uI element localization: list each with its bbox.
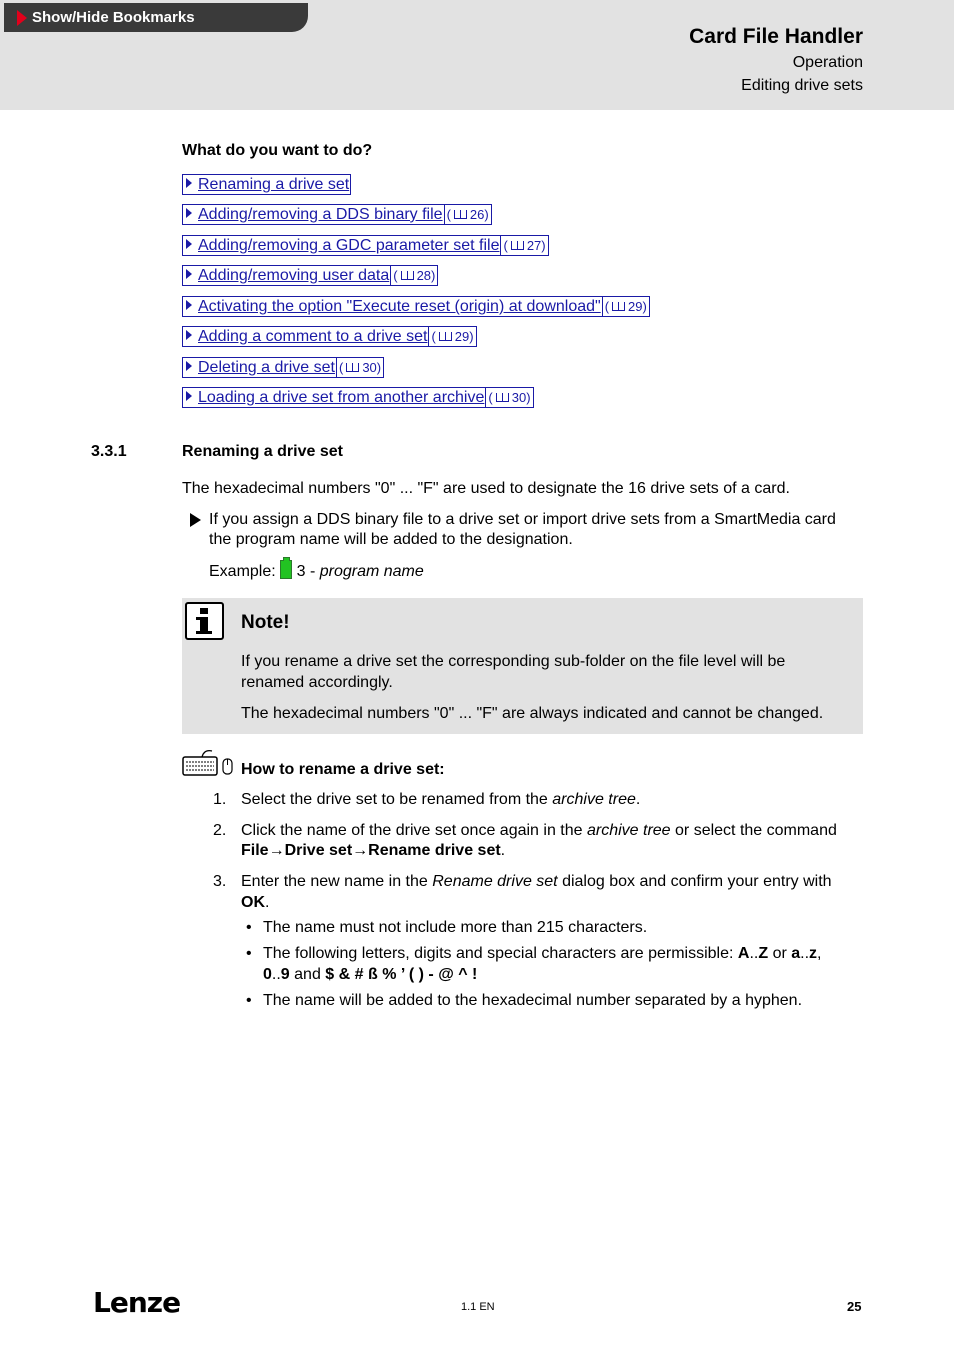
link-arrow-icon bbox=[186, 361, 192, 371]
subchapter-title: Editing drive sets bbox=[741, 77, 863, 94]
step-number: 1. bbox=[213, 791, 227, 808]
arrow-icon: → bbox=[268, 842, 285, 859]
link-arrow-icon bbox=[186, 208, 192, 218]
book-icon bbox=[439, 332, 452, 341]
howto-heading: How to rename a drive set: bbox=[241, 761, 445, 778]
document-version: 1.1 EN bbox=[461, 1301, 495, 1313]
bullet-dot: • bbox=[246, 992, 252, 1009]
step-text: Click the name of the drive set once again in the archive tree or select the command bbox=[241, 822, 837, 839]
step-text: Enter the new name in the Rename drive set dialog box and confirm your entry with bbox=[241, 873, 832, 890]
play-arrow-icon bbox=[190, 513, 201, 527]
menu-path: File→Drive set→Rename drive set. bbox=[241, 842, 506, 859]
page-reference[interactable]: ( 29) bbox=[428, 326, 476, 347]
arrow-item-line: If you assign a DDS binary file to a drive set or import drive sets from a SmartMedia card bbox=[209, 511, 836, 528]
step-number: 3. bbox=[213, 873, 227, 890]
red-arrow-icon bbox=[17, 10, 27, 26]
page-reference[interactable]: ( 26) bbox=[444, 204, 492, 225]
book-icon bbox=[401, 271, 414, 280]
page-number: 25 bbox=[847, 1299, 862, 1314]
page-reference[interactable]: ( 28) bbox=[390, 265, 438, 286]
link-arrow-icon bbox=[186, 239, 192, 249]
link-arrow-icon bbox=[186, 178, 192, 188]
bullet-dot: • bbox=[246, 945, 252, 962]
bullet-text: 0..9 and $ & # ß % ’ ( ) - @ ^ ! bbox=[263, 966, 478, 983]
step-text: OK. bbox=[241, 894, 270, 911]
page-reference[interactable]: ( 30) bbox=[336, 357, 384, 378]
bookmarks-button-label: Show/Hide Bookmarks bbox=[32, 9, 195, 26]
keyboard-mouse-icon bbox=[182, 747, 234, 777]
intro-heading: What do you want to do? bbox=[182, 142, 373, 159]
bullet-text: The name will be added to the hexadecimal number separated by a hyphen. bbox=[263, 992, 803, 1009]
show-hide-bookmarks-button[interactable] bbox=[4, 3, 308, 32]
book-icon bbox=[511, 241, 524, 250]
link-renaming-drive-set[interactable]: Renaming a drive set bbox=[182, 174, 351, 194]
section-number: 3.3.1 bbox=[91, 443, 127, 460]
book-icon bbox=[612, 302, 625, 311]
chapter-title: Operation bbox=[792, 54, 863, 71]
bullet-text: The following letters, digits and special characters are permissible: A..Z or a..z, bbox=[263, 945, 822, 962]
note-text: If you rename a drive set the corresponding sub-folder on the file level will be bbox=[241, 653, 786, 670]
note-text: renamed accordingly. bbox=[241, 674, 393, 691]
book-icon bbox=[496, 393, 509, 402]
link-arrow-icon bbox=[186, 391, 192, 401]
link-arrow-icon bbox=[186, 330, 192, 340]
page-reference[interactable]: ( 27) bbox=[500, 235, 548, 256]
example-line: Example: 3 - program name bbox=[209, 560, 424, 581]
book-icon bbox=[346, 363, 359, 372]
bullet-text: The name must not include more than 215 characters. bbox=[263, 919, 648, 936]
link-delete-drive-set[interactable]: Deleting a drive set ( 30) bbox=[182, 357, 384, 377]
link-load-from-archive[interactable]: Loading a drive set from another archive ( 30) bbox=[182, 387, 534, 407]
drive-set-battery-icon bbox=[280, 560, 292, 579]
note-title: Note! bbox=[241, 612, 290, 633]
arrow-icon: → bbox=[352, 842, 369, 859]
page-reference[interactable]: ( 29) bbox=[602, 296, 650, 317]
link-user-data[interactable]: Adding/removing user data ( 28) bbox=[182, 265, 438, 285]
link-execute-reset-option[interactable]: Activating the option "Execute reset (origin) at download" ( 29) bbox=[182, 296, 650, 316]
step-text: Select the drive set to be renamed from the archive tree. bbox=[241, 791, 641, 808]
link-add-comment[interactable]: Adding a comment to a drive set ( 29) bbox=[182, 326, 477, 346]
link-gdc-parameter-set-file[interactable]: Adding/removing a GDC parameter set file ( 27) bbox=[182, 235, 549, 255]
link-dds-binary-file[interactable]: Adding/removing a DDS binary file ( 26) bbox=[182, 204, 492, 224]
bullet-dot: • bbox=[246, 919, 252, 936]
paragraph: The hexadecimal numbers "0" ... "F" are used to designate the 16 drive sets of a card. bbox=[182, 480, 790, 497]
page-reference[interactable]: ( 30) bbox=[485, 387, 533, 408]
document-title: Card File Handler bbox=[689, 25, 863, 48]
note-text: The hexadecimal numbers "0" ... "F" are always indicated and cannot be changed. bbox=[241, 705, 824, 722]
info-icon bbox=[185, 602, 224, 640]
book-icon bbox=[454, 210, 467, 219]
link-arrow-icon bbox=[186, 300, 192, 310]
section-title: Renaming a drive set bbox=[182, 443, 343, 460]
step-number: 2. bbox=[213, 822, 227, 839]
arrow-item-line: the program name will be added to the designation. bbox=[209, 531, 573, 548]
lenze-logo: Lenze bbox=[93, 1286, 181, 1319]
link-arrow-icon bbox=[186, 269, 192, 279]
